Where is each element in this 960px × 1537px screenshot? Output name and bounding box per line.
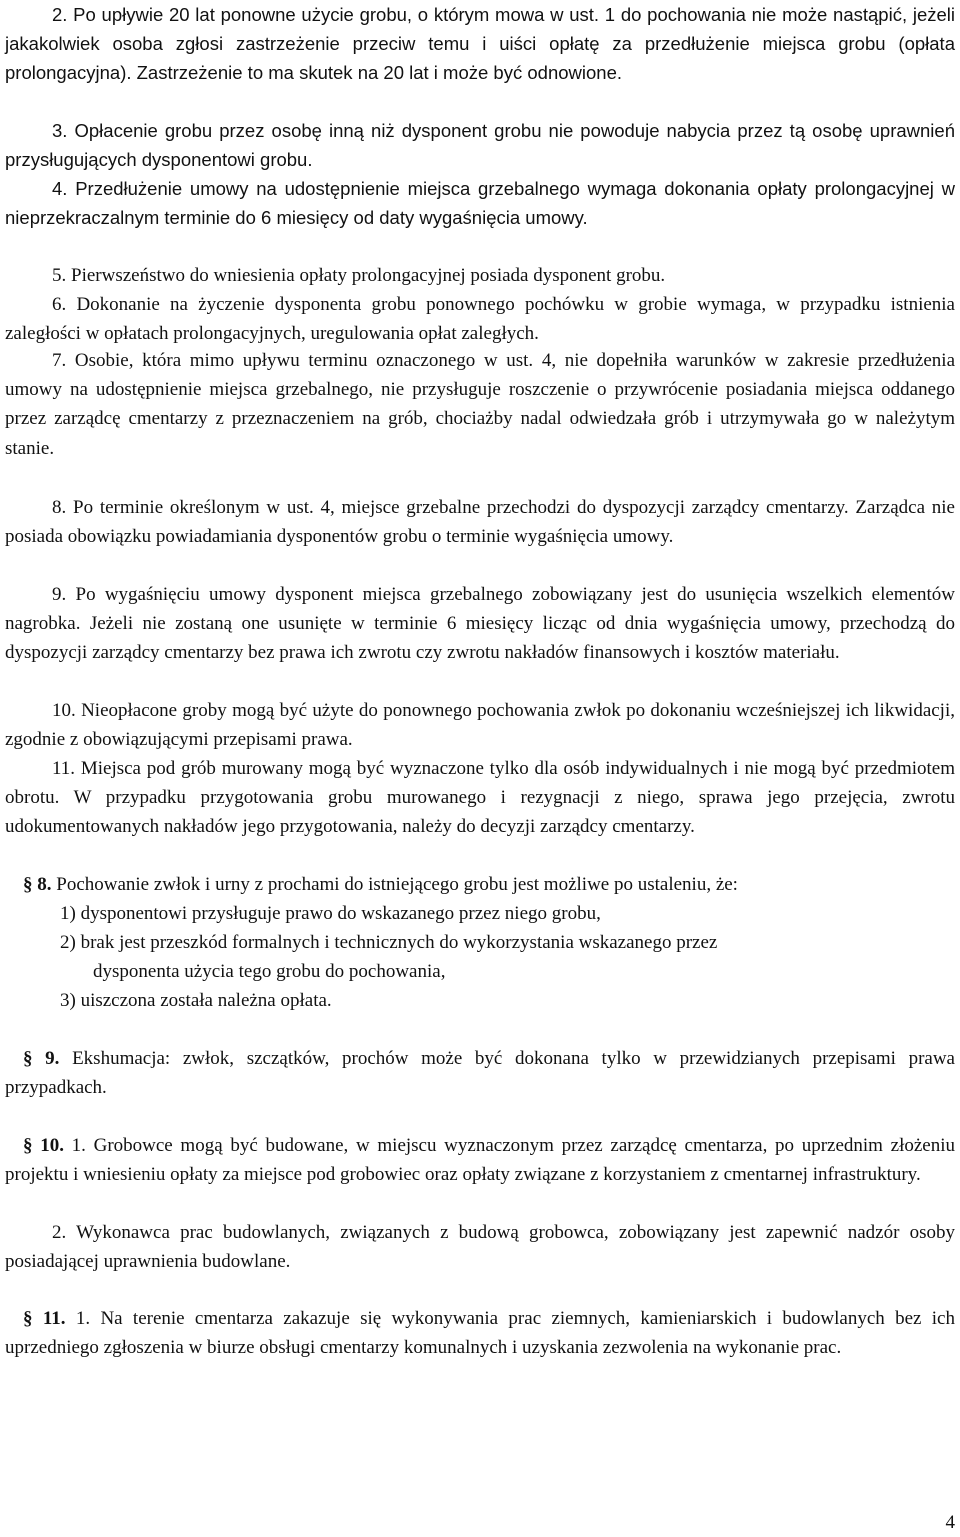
section-11-1 (5, 1304, 955, 1362)
paragraph-s7-11: 11. Miejsca pod grób murowany mogą być wyznaczone tylko dla osób indywidualnych i nie mogą być przedmiotem obrotu. W przypadku przygotowania grobu murowanego i rezygnacji z niego, sprawa jego przejęcia, zwrotu udokumentowanych nakładów jego przygotowania, należy do decyzji zarządcy cmentarzy. (5, 758, 955, 838)
section-10-1 (5, 1131, 955, 1189)
section-9-number: § 9. (23, 1048, 60, 1069)
section-8-item-3: 3) uiszczona została należna opłata. (60, 990, 332, 1011)
paragraph-s7-8: 8. Po terminie określonym w ust. 4, miejsce grzebalne przechodzi do dyspozycji zarządcy cmentarzy. Zarządca nie posiada obowiązku powiadamiania dysponentów grobu o terminie wygaśnięcia umowy. (5, 497, 955, 548)
section-8-intro-text: Pochowanie zwłok i urny z prochami do istniejącego grobu jest możliwe po ustaleniu, że: (56, 874, 738, 895)
paragraph-s7-7: 7. Osobie, która mimo upływu terminu oznaczonego w ust. 4, nie dopełniła warunków w zakresie przedłużenia umowy na udostępnienie miejsca grzebalnego, nie przysługuje roszczenie o przywrócenie posiadania miejsca oddanego przez zarządcę cmentarzy z przeznaczeniem na grób, chociażby nadal odwiedzała grób i utrzymywała go w należytym stanie. (5, 350, 955, 459)
section-9-text: Ekshumacja: zwłok, szczątków, prochów może być dokonana tylko w przewidzianych przepisami prawa przypadkach. (5, 1048, 955, 1099)
paragraph-s7-10: 10. Nieopłacone groby mogą być użyte do ponownego pochowania zwłok po dokonaniu wcześniejszej ich likwidacji, zgodnie z obowiązującymi przepisami prawa. (5, 700, 955, 751)
section-8-item-2-cont: dysponenta użycia tego grobu do pochowania, (93, 961, 446, 982)
page-number: 4 (945, 1512, 955, 1533)
paragraph-s7-5: 5. Pierwszeństwo do wniesienia opłaty prolongacyjnej posiada dysponent grobu. (52, 265, 666, 286)
section-8-item-1: 1) dysponentowi przysługuje prawo do wskazanego przez niego grobu, (60, 903, 601, 924)
paragraph-s7-6: 6. Dokonanie na życzenie dysponenta grobu ponownego pochówku w grobie wymaga, w przypadku istnienia zaległości w opłatach prolongacyjnych, uregulowania opłat zaległych. (5, 294, 955, 345)
section-8-item-2: 2) brak jest przeszkód formalnych i technicznych do wykorzystania wskazanego przez (60, 932, 718, 953)
section-10-1-text: 1. Grobowce mogą być budowane, w miejscu wyznaczonym przez zarządcę cmentarza, po uprzednim złożeniu projektu i wniesieniu opłaty za miejsce pod grobowiec oraz opłaty związane z korzystaniem z cmentarnej infrastruktury. (5, 1135, 956, 1186)
section-10-2: 2. Wykonawca prac budowlanych, związanych z budową grobowca, zobowiązany jest zapewnić nadzór osoby posiadającej uprawnienia budowlane. (5, 1222, 955, 1273)
section-9 (5, 1044, 955, 1102)
section-11-number: § 11. (23, 1308, 66, 1329)
paragraph-s7-4: 4. Przedłużenie umowy na udostępnienie miejsca grzebalnego wymaga dokonania opłaty prolongacyjnej w nieprzekraczalnym terminie do 6 miesięcy od daty wygaśnięcia umowy. (5, 178, 955, 229)
paragraph-s7-9: 9. Po wygaśnięciu umowy dysponent miejsca grzebalnego zobowiązany jest do usunięcia wszelkich elementów nagrobka. Jeżeli nie zostaną one usunięte w terminie 6 miesięcy licząc od dnia wygaśnięcia umowy, przechodzą do dyspozycji zarządcy cmentarzy bez prawa ich zwrotu czy zwrotu nakładów finansowych i kosztów materiału. (5, 584, 955, 664)
paragraph-s7-3: 3. Opłacenie grobu przez osobę inną niż dysponent grobu nie powoduje nabycia przez tą osobę uprawnień przysługujących dysponentowi grobu. (5, 120, 955, 171)
section-11-1-text: 1. Na terenie cmentarza zakazuje się wykonywania prac ziemnych, kamieniarskich i budowlanych bez ich uprzedniego zgłoszenia w biurze obsługi cmentarzy komunalnych i uzyskania zezwolenia na wykonanie prac. (5, 1308, 955, 1359)
paragraph-s7-2: 2. Po upływie 20 lat ponowne użycie grobu, o którym mowa w ust. 1 do pochowania nie może nastąpić, jeżeli jakakolwiek osoba zgłosi zastrzeżenie przeciw temu i uiści opłatę za przedłużenie miejsca grobu (opłata prolongacyjna). Zastrzeżenie to ma skutek na 20 lat i może być odnowione. (5, 4, 955, 84)
section-10-number: § 10. (23, 1135, 64, 1156)
section-8-intro (5, 870, 955, 899)
section-8-number: § 8. (23, 874, 52, 895)
